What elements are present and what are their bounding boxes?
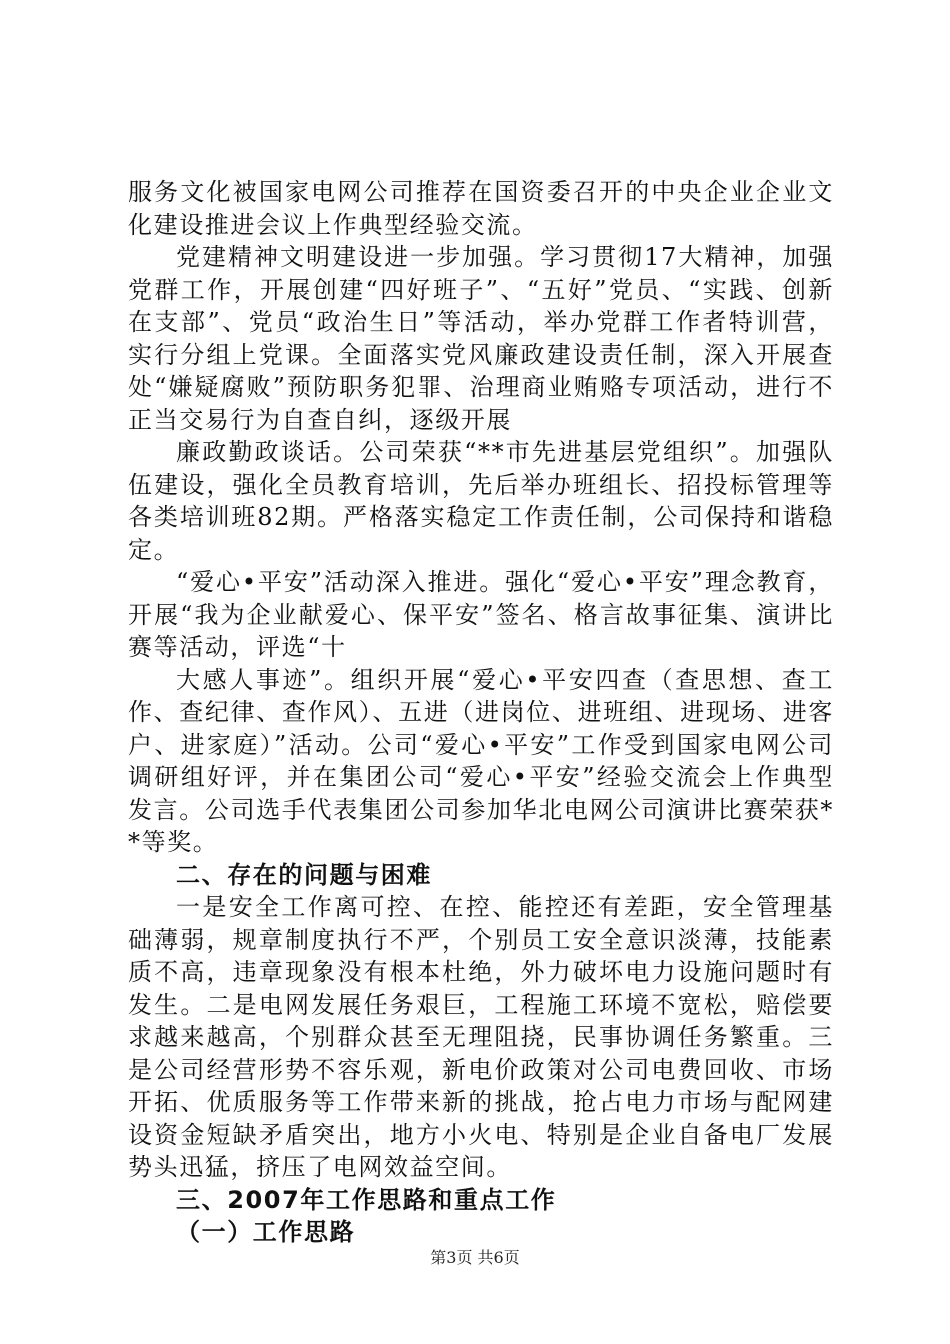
document-body bbox=[128, 176, 834, 1249]
paragraph-problems: 一是安全工作离可控、在控、能控还有差距，安全管理基础薄弱，规章制度执行不严，个别员工安全意识淡薄，技能素质不高，违章现象没有根本杜绝，外力破坏电力设施问题时有发生。二是电网发展任务艰巨，工程施工环境不宽松，赔偿要求越来越高，个别群众甚至无理阻挠，民事协调任务繁重。三是公司经营形势不容乐观，新电价政策对公司电费回收、市场开拓、优质服务等工作带来新的挑战，抢占电力市场与配网建设资金短缺矛盾突出，地方小火电、特别是企业自备电厂发展势头迅猛，挤压了电网效益空间。 bbox=[128, 893, 834, 1181]
paragraph-party-building: 党建精神文明建设进一步加强。学习贯彻17大精神，加强党群工作，开展创建“四好班子”、“五好”党员、“实践、创新在支部”、党员“政治生日”等活动，举办党群工作者特训营，实行分组上党课。全面落实党风廉政建设责任制，深入开展查处“嫌疑腐败”预防职务犯罪、治理商业贿赂专项活动，进行不正当交易行为自查自纠，逐级开展 bbox=[128, 243, 834, 434]
paragraph-integrity-talks: 廉政勤政谈话。公司荣获“**市先进基层党组织”。加强队伍建设，强化全员教育培训，先后举办班组长、招投标管理等各类培训班82期。严格落实稳定工作责任制，公司保持和谐稳定。 bbox=[128, 438, 834, 564]
subsection-heading-work-ideas: （一）工作思路 bbox=[176, 1218, 356, 1246]
paragraph-love-safety: “爱心•平安”活动深入推进。强化“爱心•平安”理念教育，开展“我为企业献爱心、保平安”签名、格言故事征集、演讲比赛等活动，评选“十 bbox=[128, 568, 834, 661]
paragraph-service-culture: 服务文化被国家电网公司推荐在国资委召开的中央企业企业文化建设推进会议上作典型经验交流。 bbox=[128, 178, 834, 239]
section-heading-2007-plan: 三、2007年工作思路和重点工作 bbox=[176, 1185, 557, 1214]
section-heading-problems: 二、存在的问题与困难 bbox=[176, 860, 432, 889]
paragraph-touching-deeds: 大感人事迹”。组织开展“爱心•平安四查（查思想、查工作、查纪律、查作风）、五进（进岗位、进班组、进现场、进客户、进家庭）”活动。公司“爱心•平安”工作受到国家电网公司调研组好评，并在集团公司“爱心•平安”经验交流会上作典型发言。公司选手代表集团公司参加华北电网公司演讲比赛荣获**等奖。 bbox=[128, 665, 834, 856]
page-footer: 第3页 共6页 bbox=[430, 1248, 520, 1267]
